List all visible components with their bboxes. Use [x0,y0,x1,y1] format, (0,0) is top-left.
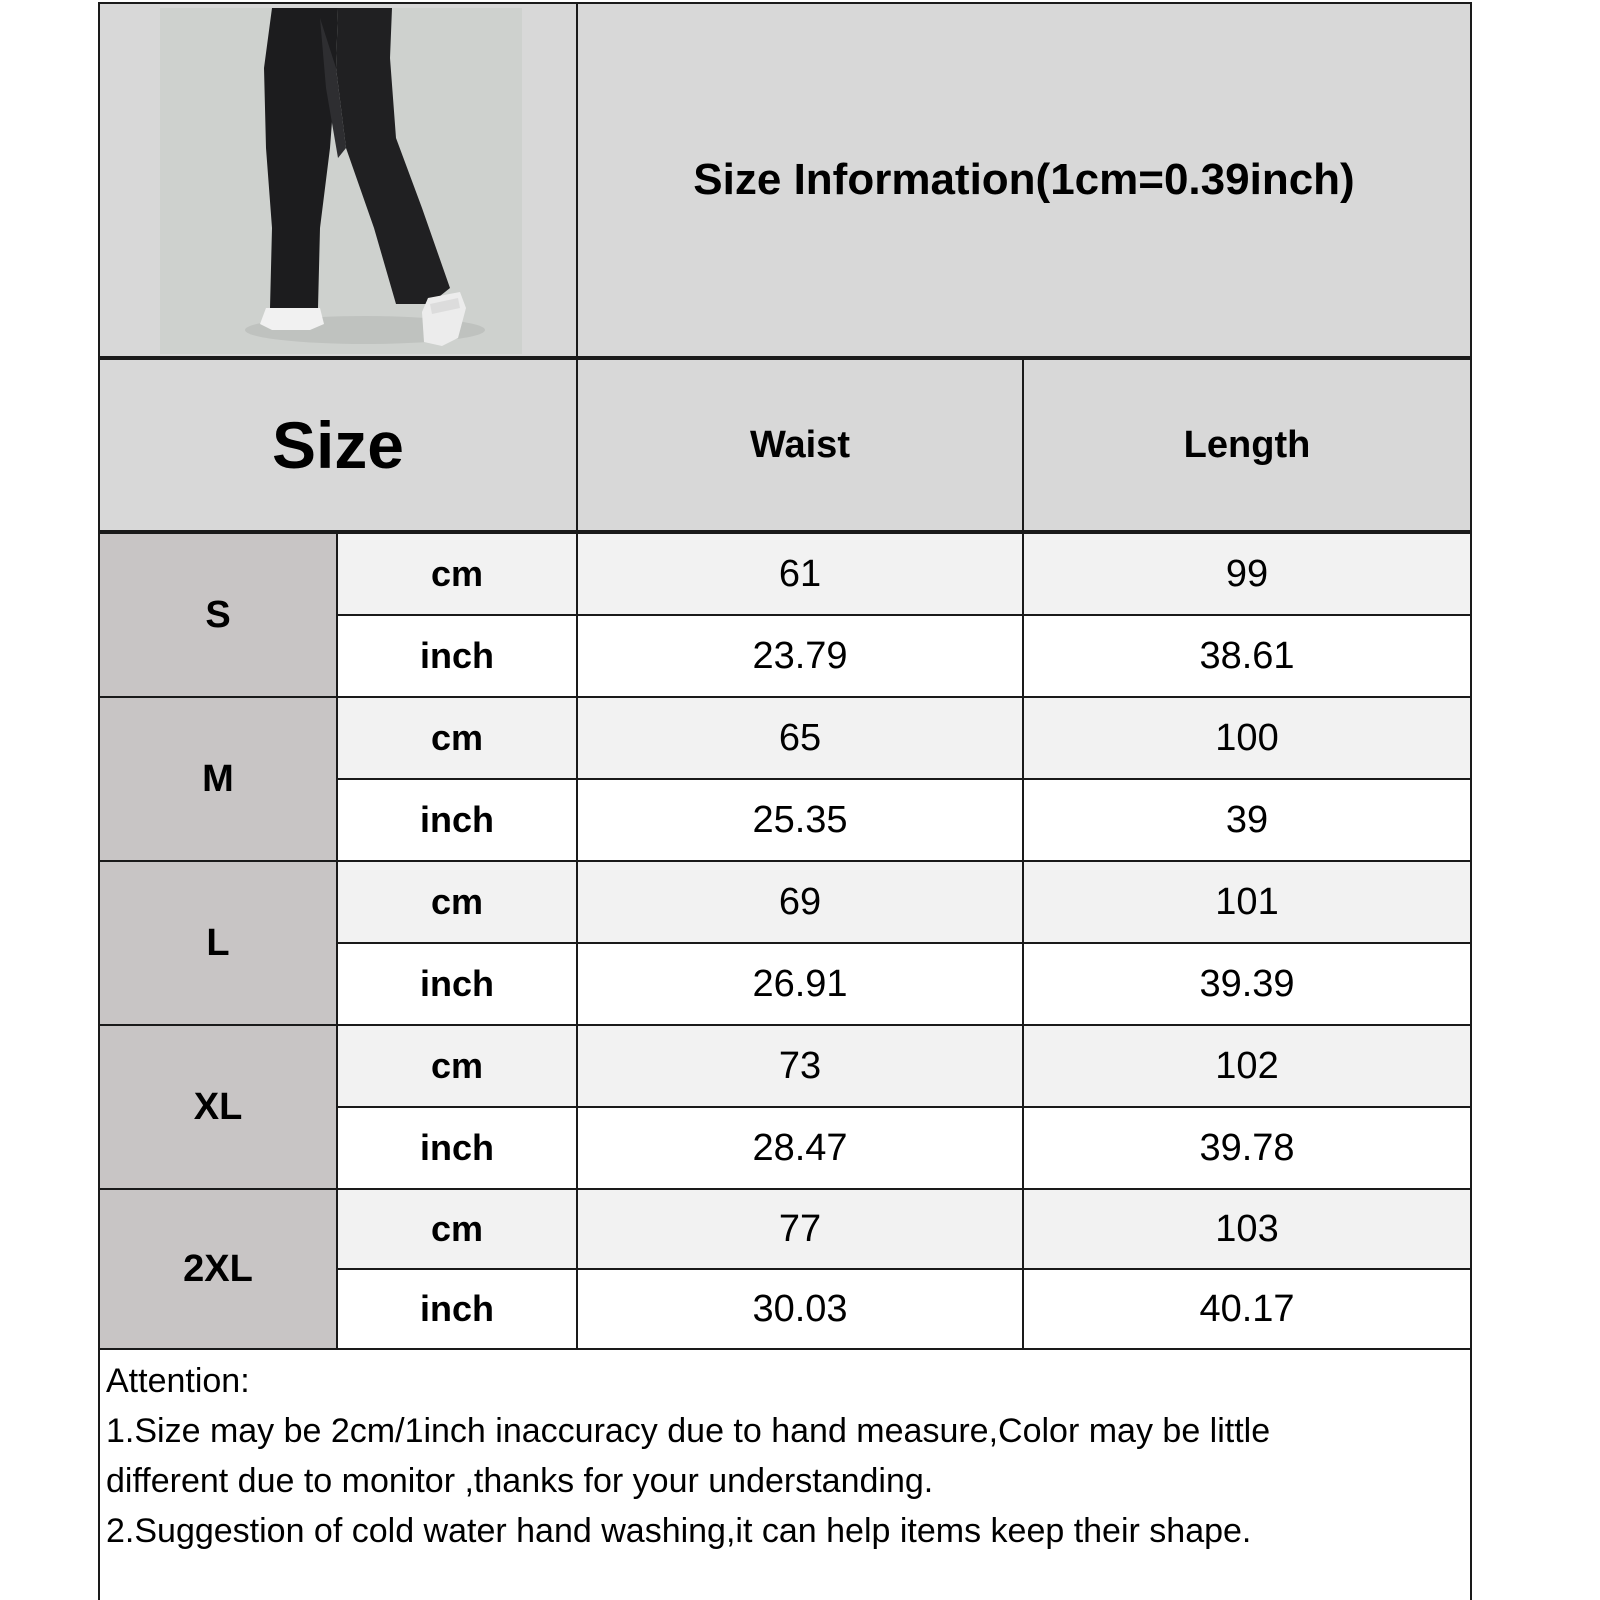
waist-value: 28.47 [576,1106,1024,1190]
length-value: 102 [1022,1024,1472,1108]
length-value: 39 [1022,778,1472,862]
waist-header: Waist [576,358,1024,532]
length-value: 39.78 [1022,1106,1472,1190]
unit-inch: inch [336,942,578,1026]
product-photo [160,8,522,354]
size-chart [98,2,1472,1600]
length-value: 38.61 [1022,614,1472,698]
waist-value: 61 [576,532,1024,616]
size-label-m: M [98,696,338,862]
unit-cm: cm [336,696,578,780]
unit-inch: inch [336,1268,578,1350]
unit-cm: cm [336,1024,578,1108]
waist-value: 73 [576,1024,1024,1108]
length-header: Length [1022,358,1472,532]
attention-heading: Attention: [106,1362,250,1400]
note-line: 1.Size may be 2cm/1inch inaccuracy due to hand measure,Color may be little [106,1412,1271,1450]
length-value: 39.39 [1022,942,1472,1026]
size-information-title: Size Information(1cm=0.39inch) [576,2,1472,358]
note-line: different due to monitor ,thanks for your understanding. [106,1462,934,1500]
waist-value: 23.79 [576,614,1024,698]
size-header: Size [98,358,578,532]
length-value: 100 [1022,696,1472,780]
length-value: 103 [1022,1188,1472,1270]
length-value: 99 [1022,532,1472,616]
waist-value: 69 [576,860,1024,944]
unit-cm: cm [336,860,578,944]
unit-cm: cm [336,1188,578,1270]
waist-value: 25.35 [576,778,1024,862]
unit-inch: inch [336,778,578,862]
waist-value: 30.03 [576,1268,1024,1350]
unit-inch: inch [336,1106,578,1190]
waist-value: 77 [576,1188,1024,1270]
length-value: 101 [1022,860,1472,944]
size-label-s: S [98,532,338,698]
size-label-2xl: 2XL [98,1188,338,1350]
size-label-xl: XL [98,1024,338,1190]
unit-cm: cm [336,532,578,616]
attention-notes [98,1348,1472,1600]
length-value: 40.17 [1022,1268,1472,1350]
waist-value: 65 [576,696,1024,780]
size-label-l: L [98,860,338,1026]
unit-inch: inch [336,614,578,698]
waist-value: 26.91 [576,942,1024,1026]
product-photo-cell [98,2,578,358]
note-line: 2.Suggestion of cold water hand washing,it can help items keep their shape. [106,1512,1252,1550]
